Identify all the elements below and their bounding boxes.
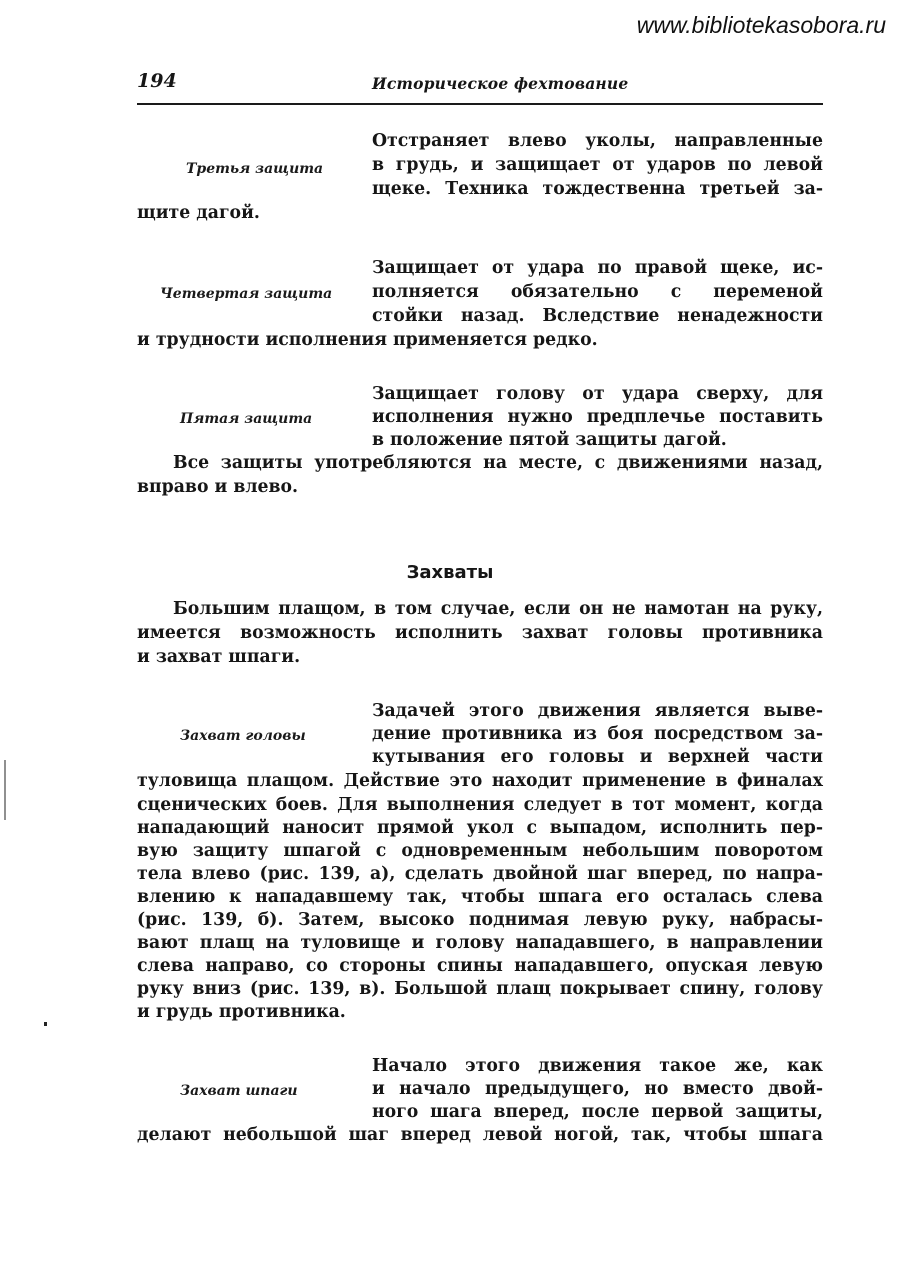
text-line: Начало этого движения такое же, как bbox=[372, 1056, 823, 1076]
text-line: Защищает от удара по правой щеке, ис- bbox=[372, 258, 823, 278]
text-line: Большим плащом, в том случае, если он не намотан на руку, bbox=[173, 599, 823, 619]
text-line: туловища плащом. Действие это находит применение в финалах bbox=[137, 771, 823, 791]
text-line: и захват шпаги. bbox=[137, 647, 301, 667]
text-line: руку вниз (рис. 139, в). Большой плащ покрывает спину, голову bbox=[137, 979, 823, 999]
text-line: и трудности исполнения применяется редко. bbox=[137, 330, 598, 350]
scan-speck bbox=[44, 1022, 47, 1026]
text-line: сценических боев. Для выполнения следует в тот момент, когда bbox=[137, 795, 823, 815]
text-line: щеке. Техника тождественна третьей за- bbox=[372, 179, 823, 199]
text-line: слева направо, со стороны спины нападавшего, опуская левую bbox=[137, 956, 823, 976]
running-head: Историческое фехтование bbox=[372, 74, 629, 93]
site-watermark: www.bibliotekasobora.ru bbox=[636, 12, 886, 38]
side-label-third-defence: Третья защита bbox=[186, 161, 324, 177]
text-line: Все защиты употребляются на месте, с движениями назад, bbox=[173, 453, 823, 473]
text-line: вую защиту шпагой с одновременным небольшим поворотом bbox=[137, 841, 823, 861]
text-line: и начало предыдущего, но вместо двой- bbox=[372, 1079, 823, 1099]
side-label-sword-grip: Захват шпаги bbox=[180, 1083, 298, 1099]
text-line: исполнения нужно предплечье поставить bbox=[372, 407, 823, 427]
text-line: в грудь, и защищает от ударов по левой bbox=[372, 155, 823, 175]
text-line: влению к нападавшему так, чтобы шпага его осталась слева bbox=[137, 887, 823, 907]
text-line: Задачей этого движения является выве- bbox=[372, 701, 823, 721]
scan-edge-mark bbox=[4, 760, 6, 820]
text-line: имеется возможность исполнить захват головы противника bbox=[137, 623, 823, 643]
side-label-fourth-defence: Четвертая защита bbox=[160, 286, 333, 302]
text-line: и грудь противника. bbox=[137, 1002, 346, 1022]
page-number: 194 bbox=[137, 70, 177, 92]
text-line: щите дагой. bbox=[137, 203, 260, 223]
text-line: нападающий наносит прямой укол с выпадом, исполнить пер- bbox=[137, 818, 823, 838]
text-line: тела влево (рис. 139, а), сделать двойной шаг вперед, по напра- bbox=[137, 864, 823, 884]
text-line: ного шага вперед, после первой защиты, bbox=[372, 1102, 823, 1122]
text-line: стойки назад. Вследствие ненадежности bbox=[372, 306, 823, 326]
text-line: полняется обязательно с переменой bbox=[372, 282, 823, 302]
text-line: (рис. 139, б). Затем, высоко поднимая левую руку, набрасы- bbox=[137, 910, 823, 930]
header-rule bbox=[137, 103, 823, 105]
text-line: делают небольшой шаг вперед левой ногой, так, чтобы шпага bbox=[137, 1125, 823, 1145]
text-line: кутывания его головы и верхней части bbox=[372, 747, 823, 767]
text-line: Отстраняет влево уколы, направленные bbox=[372, 131, 823, 151]
section-heading: Захваты bbox=[406, 562, 494, 583]
text-line: вают плащ на туловище и голову нападавшего, в направлении bbox=[137, 933, 823, 953]
text-line: Защищает голову от удара сверху, для bbox=[372, 384, 823, 404]
side-label-fifth-defence: Пятая защита bbox=[180, 411, 313, 427]
text-line: в положение пятой защиты дагой. bbox=[372, 430, 727, 450]
side-label-head-grip: Захват головы bbox=[180, 728, 306, 744]
text-line: дение противника из боя посредством за- bbox=[372, 724, 823, 744]
text-line: вправо и влево. bbox=[137, 477, 299, 497]
